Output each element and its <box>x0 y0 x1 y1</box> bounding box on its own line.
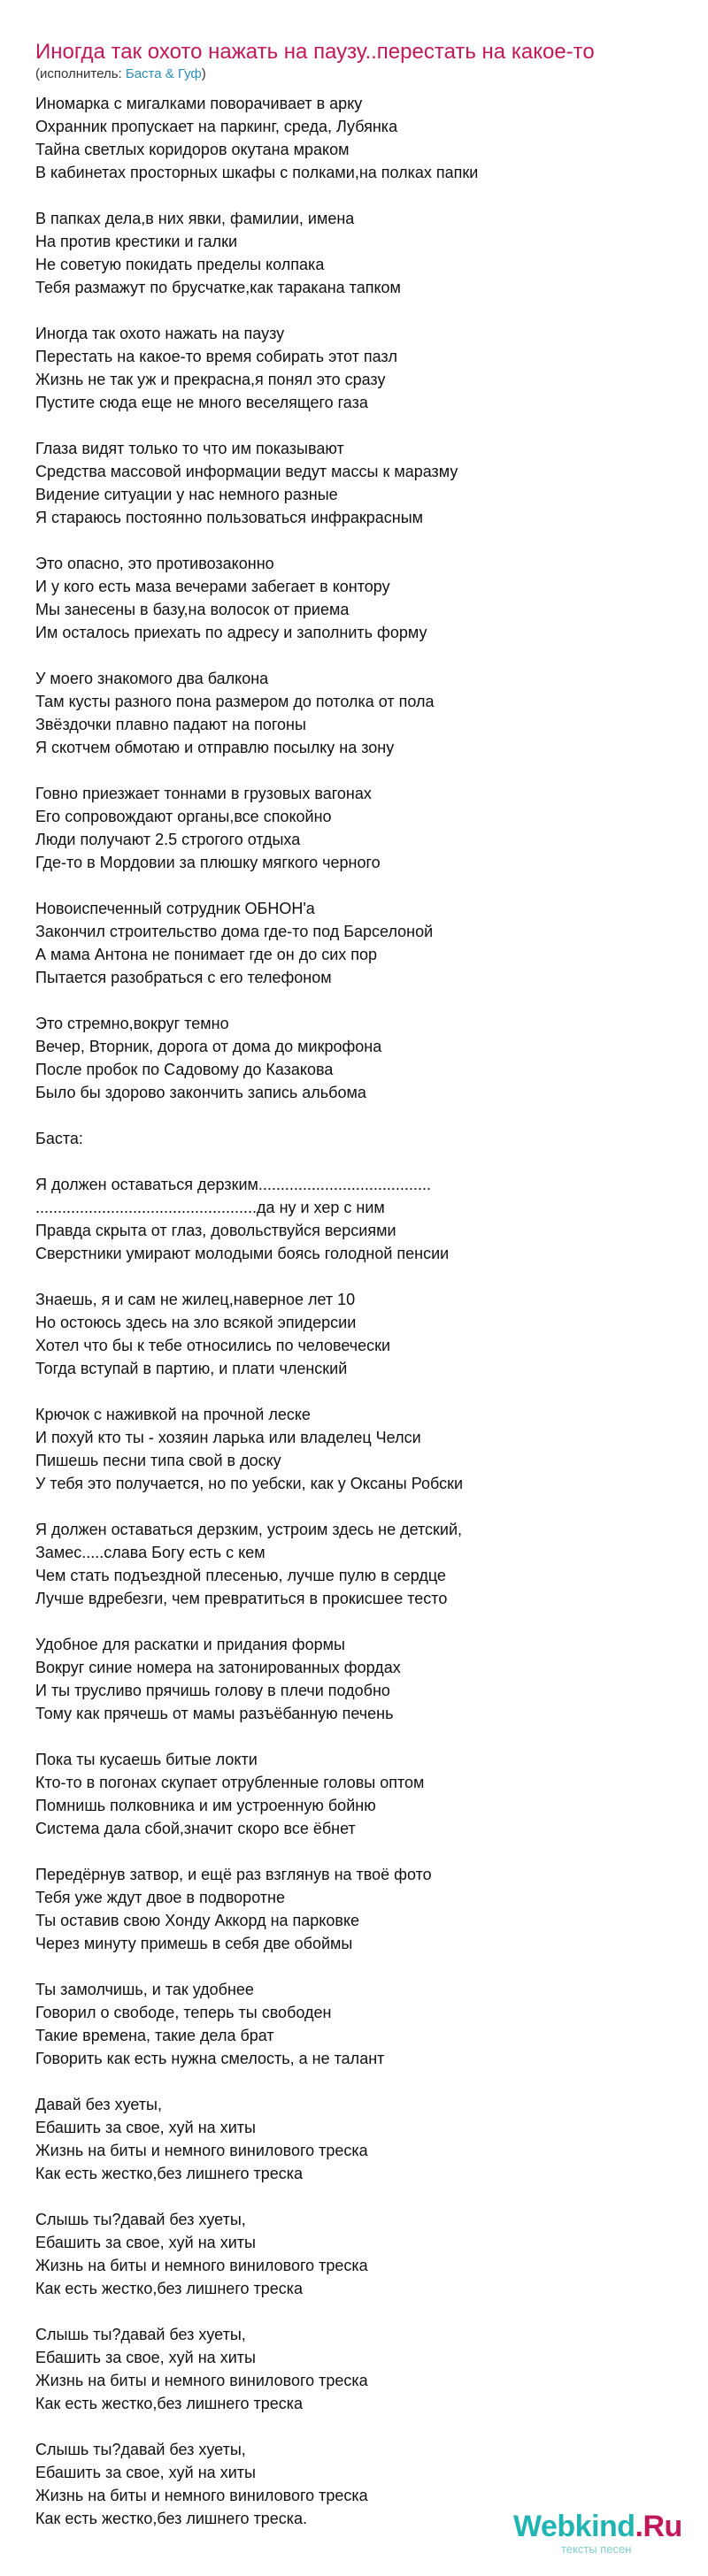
lyric-line: Баста: <box>35 1130 83 1147</box>
lyric-line: Не советую покидать пределы колпака <box>35 256 325 273</box>
lyric-line: Звёздочки плавно падают на погоны <box>35 716 306 733</box>
lyric-line: Жизнь на биты и немного винилового треска <box>35 2487 368 2504</box>
artist-suffix: ) <box>201 66 206 81</box>
lyric-line: Видение ситуации у нас немного разные <box>35 486 338 503</box>
lyric-line: Тогда вступай в партию, и плати членский <box>35 1360 348 1377</box>
lyric-line: Тебя уже ждут двое в подворотне <box>35 1889 286 1906</box>
lyric-line: Пустите сюда еще не много веселящего газа <box>35 394 368 411</box>
lyric-line: Это опасно, это противозаконно <box>35 555 274 572</box>
stanza <box>35 92 673 184</box>
lyric-line: В папках дела,в них явки, фамилии, имена <box>35 210 355 227</box>
lyric-line: ..................................................да ну и хер с ним <box>35 1199 385 1216</box>
lyric-line: У тебя это получается, но по уебски, как у Оксаны Робски <box>35 1475 463 1492</box>
lyric-line: Как есть жестко,без лишнего треска. <box>35 2510 308 2527</box>
lyric-line: Иномарка с мигалками поворачивает в арку <box>35 95 363 112</box>
stanza <box>35 2323 673 2415</box>
lyric-line: Но остоюсь здесь на зло всякой эпидерсии <box>35 1314 357 1331</box>
lyric-line: Закончил строительство дома где-то под Барселоной <box>35 923 434 940</box>
lyric-line: Как есть жестко,без лишнего треска <box>35 2395 304 2412</box>
lyric-line: Говно приезжает тоннами в грузовых вагонах <box>35 785 372 802</box>
lyric-line: Через минуту примешь в себя две обоймы <box>35 1935 353 1952</box>
lyric-line: Вокруг синие номера на затонированных фордах <box>35 1659 401 1676</box>
lyric-line: Его сопровождают органы,все спокойно <box>35 808 332 825</box>
lyric-line: На против крестики и галки <box>35 233 238 250</box>
lyrics-body <box>35 92 673 2553</box>
stanza <box>35 2208 673 2300</box>
artist-line <box>35 65 206 83</box>
artist-link[interactable]: Баста & Гуф <box>125 66 202 81</box>
lyric-line: И у кого есть маза вечерами забегает в контору <box>35 578 390 595</box>
lyric-line: Ты оставив свою Хонду Аккорд на парковке <box>35 1912 360 1929</box>
lyric-line: Ебашить за свое, хуй на хиты <box>35 2234 256 2251</box>
lyric-line: Там кусты разного пона размером до потолка от пола <box>35 693 435 710</box>
lyric-line: Иногда так охото нажать на паузу <box>35 325 285 342</box>
lyric-line: Сверстники умирают молодыми боясь голодной пенсии <box>35 1245 450 1262</box>
lyric-line: Жизнь на биты и немного винилового треска <box>35 2142 368 2159</box>
stanza <box>35 1012 673 1104</box>
song-title: Иногда так охото нажать на паузу..перестать на какое-то <box>35 40 595 64</box>
lyric-line: И ты трусливо прячишь голову в плечи подобно <box>35 1682 390 1699</box>
logo-subtitle: тексты песен <box>561 2542 632 2556</box>
lyric-line: Вечер, Вторник, дорога от дома до микрофона <box>35 1038 382 1055</box>
lyric-line: Слышь ты?давай без хуеты, <box>35 2441 246 2458</box>
lyric-line: Жизнь на биты и немного винилового треска <box>35 2257 368 2274</box>
stanza <box>35 322 673 414</box>
lyric-line: Перестать на какое-то время собирать этот пазл <box>35 348 397 365</box>
lyric-line: Такие времена, такие дела брат <box>35 2027 274 2044</box>
logo-tld: .Ru <box>635 2510 682 2543</box>
lyric-line: Ты замолчишь, и так удобнее <box>35 1981 254 1998</box>
lyric-line: Пытается разобраться с его телефоном <box>35 969 332 986</box>
lyric-line: Охранник пропускает на паркинг, среда, Лубянка <box>35 118 398 135</box>
lyric-line: Было бы здорово закончить запись альбома <box>35 1084 366 1101</box>
lyric-line: Ебашить за свое, хуй на хиты <box>35 2349 256 2366</box>
lyric-line: Тому как прячешь от мамы разъёбанную печень <box>35 1705 394 1722</box>
lyric-line: Люди получают 2.5 строгого отдыха <box>35 831 301 848</box>
stanza <box>35 782 673 874</box>
lyric-line: Кто-то в погонах скупает отрубленные головы оптом <box>35 1774 425 1791</box>
lyric-line: У моего знакомого два балкона <box>35 670 269 687</box>
lyric-line: Передёрнув затвор, и ещё раз взглянув на твоё фото <box>35 1866 432 1883</box>
lyric-line: Ебашить за свое, хуй на хиты <box>35 2464 256 2481</box>
stanza <box>35 1288 673 1380</box>
lyric-line: Я скотчем обмотаю и отправлю посылку на зону <box>35 739 395 756</box>
stanza <box>35 1173 673 1265</box>
stanza <box>35 1518 673 1610</box>
lyric-line: Слышь ты?давай без хуеты, <box>35 2211 246 2228</box>
lyric-line: Тебя размажут по брусчатке,как таракана тапком <box>35 279 401 296</box>
stanza <box>35 437 673 529</box>
stanza <box>35 1403 673 1495</box>
logo-name: Webkind <box>513 2510 635 2543</box>
stanza <box>35 1748 673 1840</box>
stanza <box>35 1127 673 1150</box>
artist-prefix: (исполнитель: <box>35 66 126 81</box>
stanza <box>35 1978 673 2070</box>
lyric-line: Замес.....слава Богу есть с кем <box>35 1544 266 1561</box>
stanza <box>35 667 673 759</box>
stanza <box>35 552 673 644</box>
lyric-line: Лучше вдребезги, чем превратиться в прокисшее тесто <box>35 1590 448 1607</box>
lyric-line: Хотел что бы к тебе относились по человечески <box>35 1337 391 1354</box>
lyric-line: Как есть жестко,без лишнего треска <box>35 2165 304 2182</box>
lyric-line: Давай без хуеты, <box>35 2096 162 2113</box>
lyric-line: Ебашить за свое, хуй на хиты <box>35 2119 256 2136</box>
stanza <box>35 207 673 299</box>
lyric-line: И похуй кто ты - хозяин ларька или владелец Челси <box>35 1429 421 1446</box>
lyric-line: Пока ты кусаешь битые локти <box>35 1751 258 1768</box>
lyric-line: Говорить как есть нужна смелость, а не талант <box>35 2050 385 2067</box>
lyric-line: Крючок с наживкой на прочной леске <box>35 1406 311 1423</box>
lyric-line: В кабинетах просторных шкафы с полками,на полках папки <box>35 164 479 181</box>
lyric-line: Чем стать подъездной плесенью, лучше пулю в сердце <box>35 1567 446 1584</box>
lyric-line: Это стремно,вокруг темно <box>35 1015 229 1032</box>
stanza <box>35 1633 673 1725</box>
lyric-line: Знаешь, я и сам не жилец,наверное лет 10 <box>35 1291 356 1308</box>
lyric-line: Удобное для раскатки и придания формы <box>35 1636 345 1653</box>
lyric-line: Помнишь полковника и им устроенную бойню <box>35 1797 376 1814</box>
lyric-line: Тайна светлых коридоров окутана мраком <box>35 141 350 158</box>
lyric-line: Пишешь песни типа свой в доску <box>35 1452 281 1469</box>
webkind-logo[interactable] <box>513 2509 690 2562</box>
lyric-line: Я должен оставаться дерзким....................................... <box>35 1176 431 1193</box>
stanza <box>35 2093 673 2185</box>
lyric-line: Им осталось приехать по адресу и заполнить форму <box>35 624 427 641</box>
lyric-line: Я должен оставаться дерзким, устроим здесь не детский, <box>35 1521 463 1538</box>
lyric-line: Где-то в Мордовии за плюшку мягкого черного <box>35 854 381 871</box>
lyric-line: Глаза видят только то что им показывают <box>35 440 344 457</box>
lyric-line: Говорил о свободе, теперь ты свободен <box>35 2004 332 2021</box>
lyric-line: После пробок по Садовому до Казакова <box>35 1061 334 1078</box>
lyric-line: Слышь ты?давай без хуеты, <box>35 2326 246 2343</box>
lyric-line: Как есть жестко,без лишнего треска <box>35 2280 304 2297</box>
lyric-line: Правда скрыта от глаз, довольствуйся версиями <box>35 1222 396 1239</box>
stanza <box>35 1863 673 1955</box>
lyric-line: Мы занесены в базу,на волосок от приема <box>35 601 350 618</box>
lyric-line: Система дала сбой,значит скоро все ёбнет <box>35 1820 356 1837</box>
lyric-line: Средства массовой информации ведут массы к маразму <box>35 463 458 480</box>
stanza <box>35 897 673 989</box>
logo-text <box>513 2509 682 2544</box>
lyric-line: Жизнь не так уж и прекрасна,я понял это сразу <box>35 371 386 388</box>
lyric-line: Я стараюсь постоянно пользоваться инфракрасным <box>35 509 424 526</box>
lyric-line: Жизнь на биты и немного винилового треска <box>35 2372 368 2389</box>
lyric-line: А мама Антона не понимает где он до сих пор <box>35 946 378 963</box>
lyric-line: Новоиспеченный сотрудник ОБНОН'а <box>35 900 315 917</box>
